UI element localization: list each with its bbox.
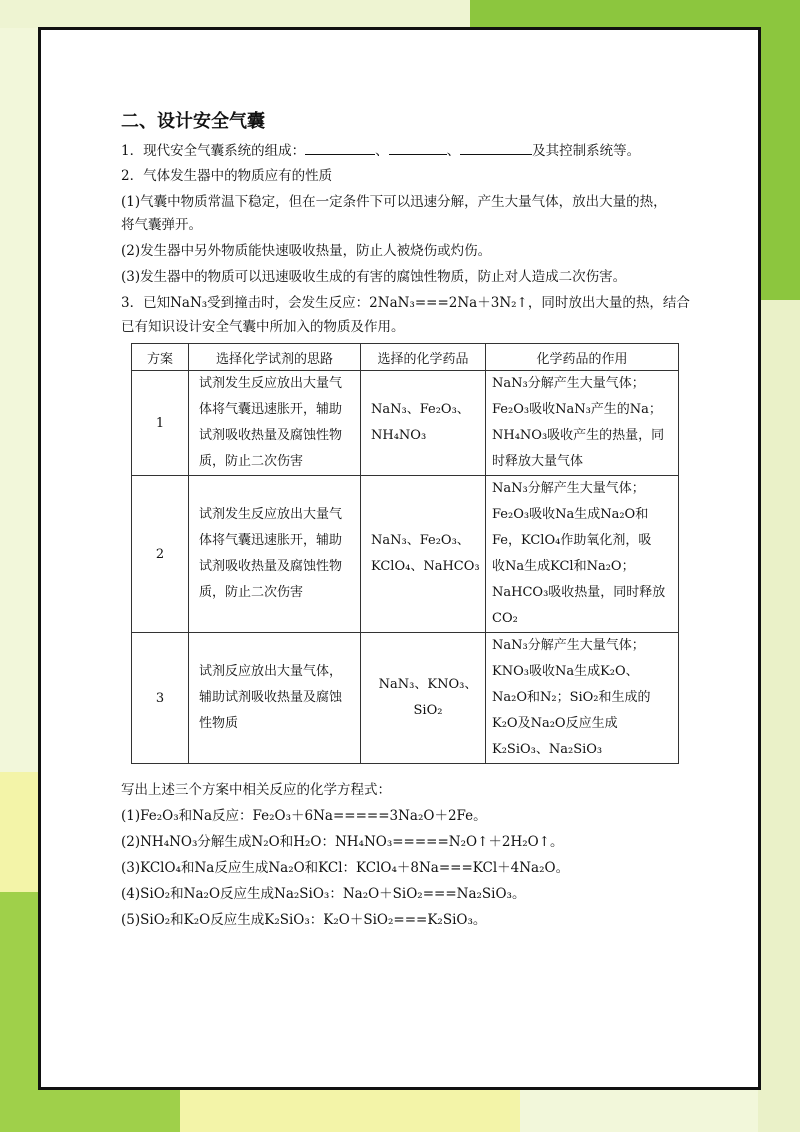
chemical-line: KClO₄、NaHCO₃	[371, 559, 480, 574]
table-row	[132, 633, 679, 764]
table-header-row	[132, 344, 679, 371]
idea-line: 试剂发生反应放出大量气	[199, 507, 343, 522]
idea-line: 体将气囊迅速胀开，辅助	[199, 402, 343, 417]
chemical-line: NH₄NO₃	[371, 428, 427, 443]
question-2-item-1-line-1: (1)气囊中物质常温下稳定，但在一定条件下可以迅速分解，产生大量气体，放出大量的热，	[121, 194, 667, 210]
header-role: 化学药品的作用	[486, 344, 679, 371]
equation-3: (3)KClO₄和Na反应生成Na₂O和KCl：KClO₄＋8Na===KCl＋4Na₂O。	[121, 860, 570, 876]
background-right-strip	[758, 300, 800, 1132]
table-row	[132, 476, 679, 633]
plan-id: 1	[132, 371, 189, 476]
q1-suffix: 及其控制系统等。	[532, 143, 641, 159]
role-line: KNO₃吸收Na生成K₂O、	[492, 664, 639, 679]
role-line: 时释放大量气体	[492, 454, 584, 469]
idea-line: 试剂发生反应放出大量气	[199, 376, 343, 391]
section-title: 二、设计安全气囊	[121, 111, 265, 132]
role-line: 收Na生成KCl和Na₂O；	[492, 559, 635, 574]
question-2-item-3: (3)发生器中的物质可以迅速吸收生成的有害的腐蚀性物质，防止对人造成二次伤害。	[121, 269, 627, 285]
table-row	[132, 371, 679, 476]
fill-blank-2[interactable]	[389, 140, 447, 155]
question-2-heading: 2．气体发生器中的物质应有的性质	[121, 168, 333, 184]
q1-sep2: 、	[446, 143, 461, 159]
equation-2: (2)NH₄NO₃分解生成N₂O和H₂O：NH₄NO₃=====N₂O↑＋2H₂O↑。	[121, 834, 564, 850]
equation-4: (4)SiO₂和Na₂O反应生成Na₂SiO₃：Na₂O＋SiO₂===Na₂SiO₃。	[121, 886, 526, 902]
idea-line: 质，防止二次伤害	[199, 454, 304, 469]
idea-line: 试剂吸收热量及腐蚀性物	[199, 428, 343, 443]
q1-sep1: 、	[375, 143, 389, 159]
question-2-item-2: (2)发生器中另外物质能快速吸收热量，防止人被烧伤或灼伤。	[121, 243, 492, 259]
plan-chemicals	[361, 633, 486, 764]
question-1	[121, 140, 640, 161]
idea-line: 辅助试剂吸收热量及腐蚀	[199, 690, 343, 705]
header-chemicals: 选择的化学药品	[361, 344, 486, 371]
role-line: NaN₃分解产生大量气体；	[492, 481, 645, 496]
q1-prefix: 1．现代安全气囊系统的组成：	[121, 143, 306, 159]
document-page	[38, 27, 761, 1090]
idea-line: 体将气囊迅速胀开，辅助	[199, 533, 343, 548]
header-idea: 选择化学试剂的思路	[189, 344, 361, 371]
question-3-line-2: 已有知识设计安全气囊中所加入的物质及作用。	[121, 319, 405, 335]
equation-1: (1)Fe₂O₃和Na反应：Fe₂O₃＋6Na=====3Na₂O＋2Fe。	[121, 808, 487, 824]
role-line: Fe₂O₃吸收NaN₃产生的Na；	[492, 402, 662, 417]
fill-blank-3[interactable]	[460, 140, 532, 155]
plan-table	[131, 343, 679, 764]
role-line: Na₂O和N₂；SiO₂和生成的	[492, 690, 651, 705]
idea-line: 试剂吸收热量及腐蚀性物	[199, 559, 343, 574]
question-2-item-1-line-2: 将气囊弹开。	[121, 217, 202, 233]
plan-id: 3	[132, 633, 189, 764]
role-line: CO₂	[492, 611, 518, 626]
idea-line: 质，防止二次伤害	[199, 585, 304, 600]
plan-role	[486, 633, 679, 764]
idea-line: 性物质	[199, 716, 239, 731]
plan-role	[486, 371, 679, 476]
role-line: NaN₃分解产生大量气体；	[492, 376, 645, 391]
role-line: NH₄NO₃吸收产生的热量，同	[492, 428, 665, 443]
role-line: Fe，KClO₄作助氧化剂，吸	[492, 533, 652, 548]
chemical-line: NaN₃、Fe₂O₃、	[371, 533, 470, 548]
role-line: NaHCO₃吸收热量，同时释放	[492, 585, 666, 600]
plan-id: 2	[132, 476, 189, 633]
plan-idea	[189, 476, 361, 633]
idea-line: 试剂反应放出大量气体，	[199, 664, 343, 679]
chemical-line: NaN₃、KNO₃、	[378, 677, 478, 692]
plan-role	[486, 476, 679, 633]
role-line: K₂O及Na₂O反应生成	[492, 716, 618, 731]
role-line: K₂SiO₃、Na₂SiO₃	[492, 742, 603, 757]
chemical-line: SiO₂	[413, 703, 443, 718]
header-plan: 方案	[132, 344, 189, 371]
plan-idea	[189, 633, 361, 764]
role-line: NaN₃分解产生大量气体；	[492, 638, 645, 653]
equation-5: (5)SiO₂和K₂O反应生成K₂SiO₃：K₂O＋SiO₂===K₂SiO₃。	[121, 912, 487, 928]
fill-blank-1[interactable]	[305, 140, 375, 155]
plan-chemicals	[361, 371, 486, 476]
role-line: Fe₂O₃吸收Na生成Na₂O和	[492, 507, 649, 522]
question-3-line-1: 3．已知NaN₃受到撞击时，会发生反应：2NaN₃===2Na＋3N₂↑，同时放出大量的热，结合	[121, 295, 690, 311]
equations-intro: 写出上述三个方案中相关反应的化学方程式：	[121, 782, 391, 798]
chemical-line: NaN₃、Fe₂O₃、	[371, 402, 470, 417]
plan-chemicals	[361, 476, 486, 633]
plan-idea	[189, 371, 361, 476]
